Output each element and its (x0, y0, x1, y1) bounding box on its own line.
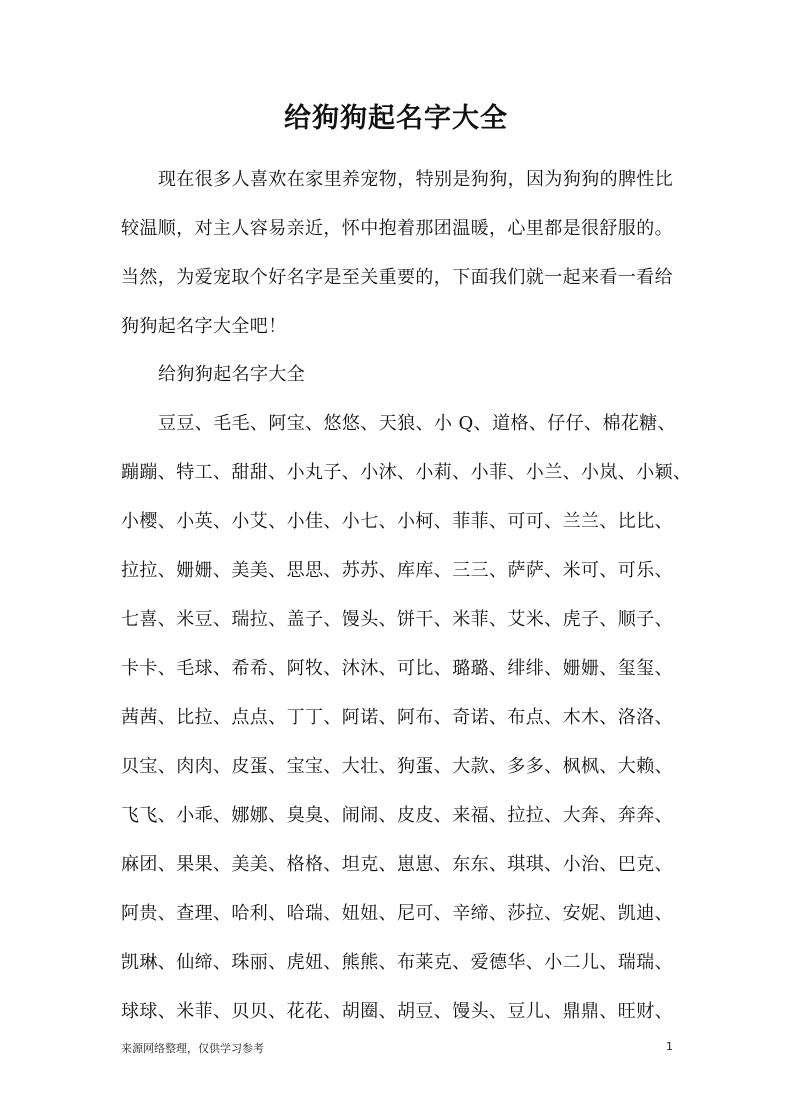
intro-line: 狗狗起名字大全吧！ (121, 316, 287, 337)
intro-line: 较温顺，对主人容易亲近，怀中抱着那团温暖，心里都是很舒服的。 (121, 218, 673, 239)
intro-line: 现在很多人喜欢在家里养宠物，特别是狗狗，因为狗狗的脾性比 (158, 169, 674, 190)
footer-source-note: 来源网络整理，仅供学习参考 (121, 1042, 264, 1055)
names-line: 小樱、小英、小艾、小佳、小七、小柯、菲菲、可可、兰兰、比比、 (121, 511, 673, 532)
names-line: 拉拉、姗姗、美美、思思、苏苏、库库、三三、萨萨、米可、可乐、 (121, 560, 673, 581)
names-paragraph (121, 399, 692, 1036)
section-heading (121, 350, 681, 399)
names-line: 麻团、果果、美美、格格、坦克、崽崽、东东、琪琪、小治、巴克、 (121, 854, 673, 875)
names-line: 豆豆、毛毛、阿宝、悠悠、天狼、小 Q、道格、仔仔、棉花糖、 (158, 413, 677, 434)
names-line: 贝宝、肉肉、皮蛋、宝宝、大壮、狗蛋、大款、多多、枫枫、大赖、 (121, 756, 673, 777)
footer-page-number: 1 (666, 1040, 673, 1053)
names-line: 阿贵、查理、哈利、哈瑞、妞妞、尼可、辛缔、莎拉、安妮、凯迪、 (121, 903, 673, 924)
names-line: 卡卡、毛球、希希、阿牧、沐沐、可比、璐璐、绯绯、姗姗、玺玺、 (121, 658, 673, 679)
names-line: 球球、米菲、贝贝、花花、胡圈、胡豆、馒头、豆儿、鼎鼎、旺财、 (121, 1001, 673, 1022)
names-line: 飞飞、小乖、娜娜、臭臭、闹闹、皮皮、来福、拉拉、大奔、奔奔、 (121, 805, 673, 826)
intro-paragraph (121, 155, 681, 351)
names-line: 凯琳、仙缔、珠丽、虎妞、熊熊、布莱克、爱德华、小二儿、瑞瑞、 (121, 952, 673, 973)
names-line: 茜茜、比拉、点点、丁丁、阿诺、阿布、奇诺、布点、木木、洛洛、 (121, 707, 673, 728)
names-line: 七喜、米豆、瑞拉、盖子、馒头、饼干、米菲、艾米、虎子、顺子、 (121, 609, 673, 630)
section-heading-text: 给狗狗起名字大全 (158, 364, 306, 385)
names-line: 蹦蹦、特工、甜甜、小丸子、小沐、小莉、小菲、小兰、小岚、小颖、 (121, 462, 692, 483)
document-title: 给狗狗起名字大全 (284, 103, 508, 134)
intro-line: 当然，为爱宠取个好名字是至关重要的，下面我们就一起来看一看给 (121, 267, 673, 288)
